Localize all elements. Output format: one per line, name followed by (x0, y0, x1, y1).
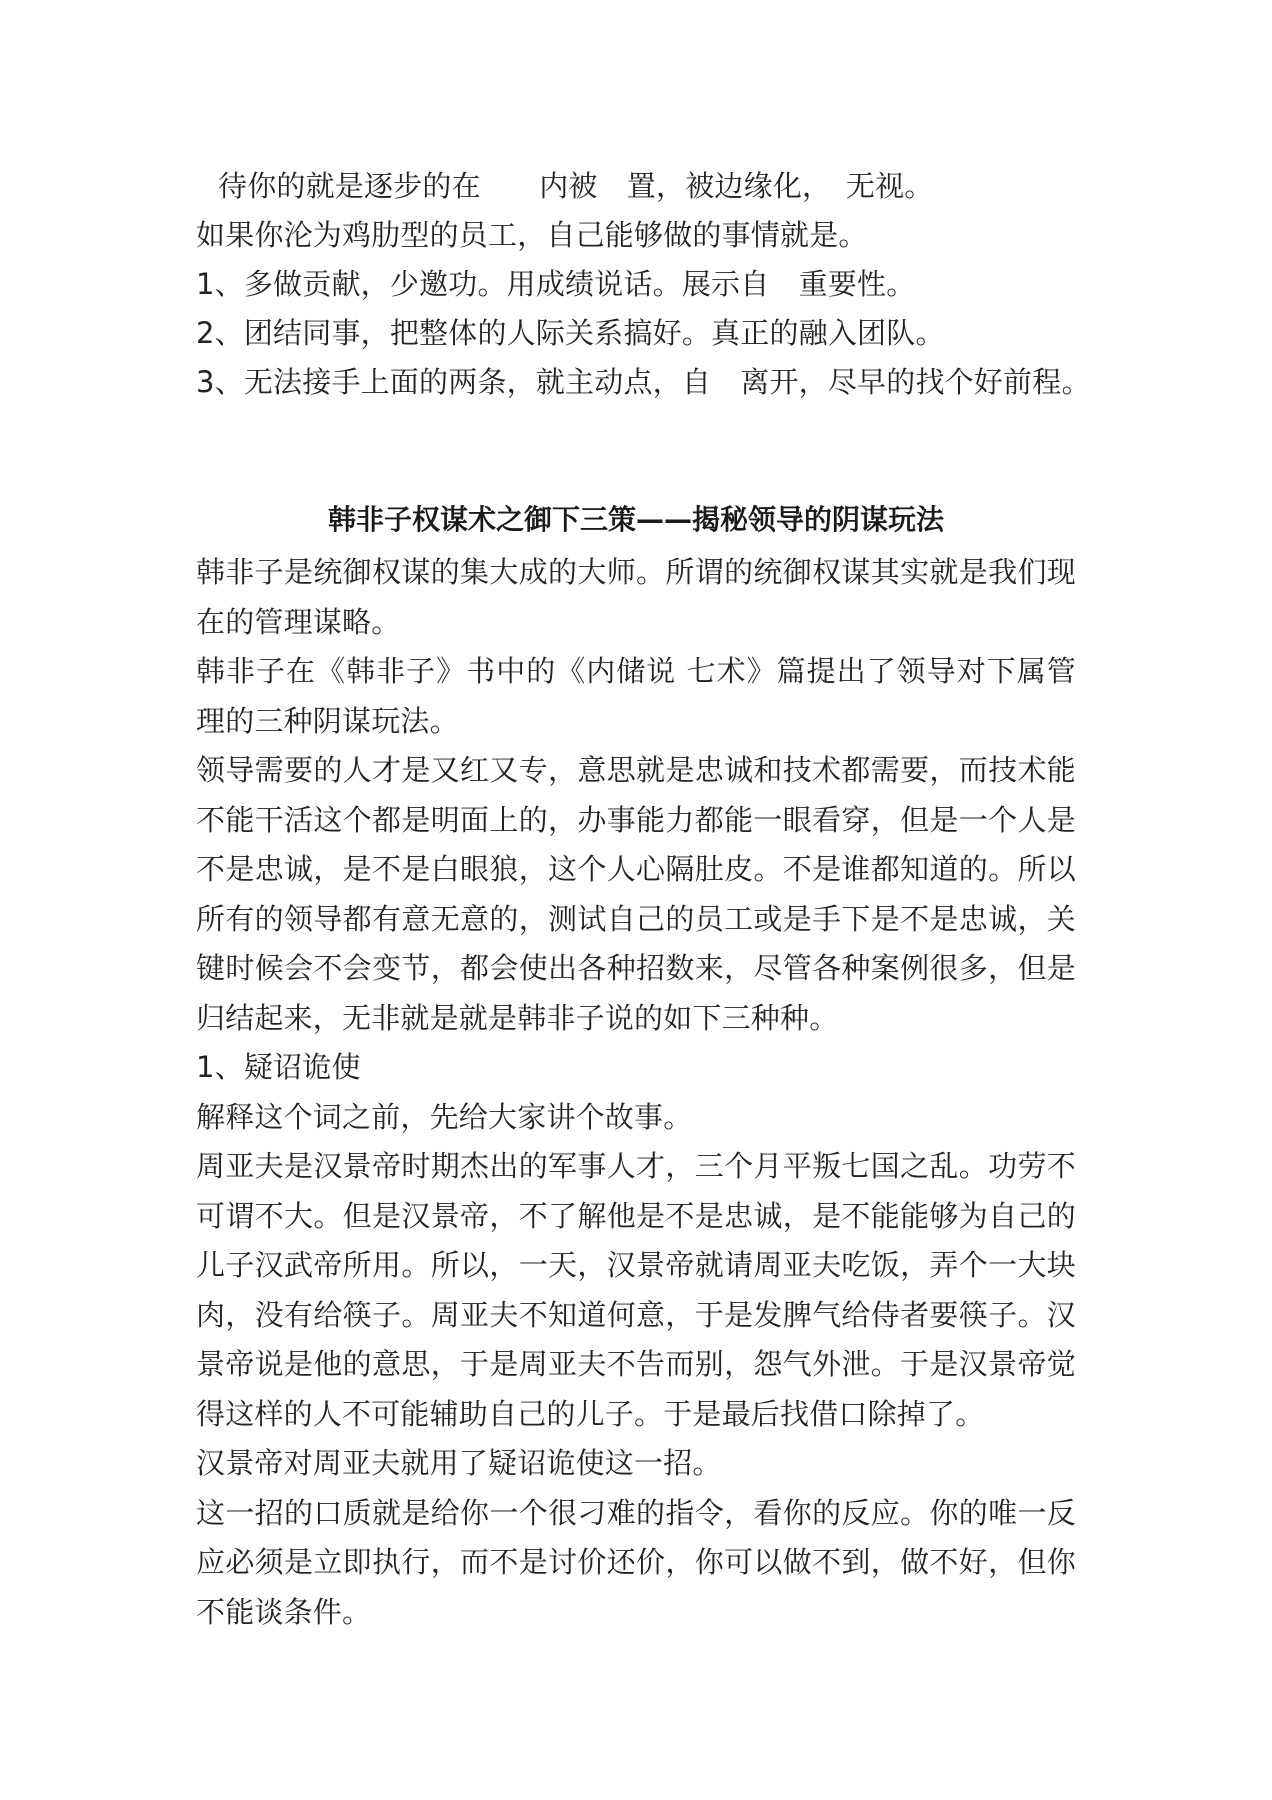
section-spacer (196, 407, 1076, 495)
paragraph: 韩非子在《韩非子》书中的《内储说 七术》篇提出了领导对下属管理的三种阴谋玩法。 (196, 654, 1076, 738)
list-item: 3、无法接手上面的两条，就主动点，自 离开，尽早的找个好前程。 (196, 365, 1091, 399)
section-heading: 韩非子权谋术之御下三策——揭秘领导的阴谋玩法 (327, 503, 944, 536)
text-line: 待你的就是逐步的在 内被 置，被边缘化， 无视。 (218, 169, 934, 203)
paragraph: 周亚夫是汉景帝时期杰出的军事人才，三个月平叛七国之乱。功劳不可谓不大。但是汉景帝，不了解他是不是忠诚，是不能能够为自己的儿子汉武帝所用。所以，一天，汉景帝就请周亚夫吃饭，弄个一大块肉，没有给筷子。周亚夫不知道何意，于是发脾气给侍者要筷子。汉景帝说是他的意思，于是周亚夫不告而别，怨气外泄。于是汉景帝觉得这样的人不可能辅助自己的儿子。于是最后找借口除掉了。 (196, 1149, 1076, 1431)
subheading: 1、疑诏诡使 (196, 1050, 361, 1084)
list-item: 1、多做贡献，少邀功。用成绩说话。展示自 重要性。 (196, 267, 916, 301)
text-line: 如果你沦为鸡肋型的员工，自己能够做的事情就是。 (196, 218, 868, 252)
paragraph: 这一招的口质就是给你一个很刁难的指令，看你的反应。你的唯一反应必须是立即执行，而不是讨价还价，你可以做不到，做不好，但你不能谈条件。 (196, 1495, 1076, 1629)
document-body (196, 162, 1091, 1637)
paragraph: 解释这个词之前，先给大家讲个故事。 (196, 1099, 693, 1134)
paragraph: 汉景帝对周亚夫就用了疑诏诡使这一招。 (196, 1446, 722, 1480)
paragraph: 领导需要的人才是又红又专，意思就是忠诚和技术都需要，而技术能不能干活这个都是明面上的，办事能力都能一眼看穿，但是一个人是不是忠诚，是不是白眼狼，这个人心隔肚皮。不是谁都知道的。所以所有的领导都有意无意的，测试自己的员工或是手下是不是忠诚，关键时候会不会变节，都会使出各种招数来，尽管各种案例很多，但是归结起来，无非就是就是韩非子说的如下三种种。 (196, 753, 1076, 1035)
list-item: 2、团结同事，把整体的人际关系搞好。真正的融入团队。 (196, 316, 945, 350)
paragraph: 韩非子是统御权谋的集大成的大师。所谓的统御权谋其实就是我们现在的管理谋略。 (196, 555, 1076, 639)
